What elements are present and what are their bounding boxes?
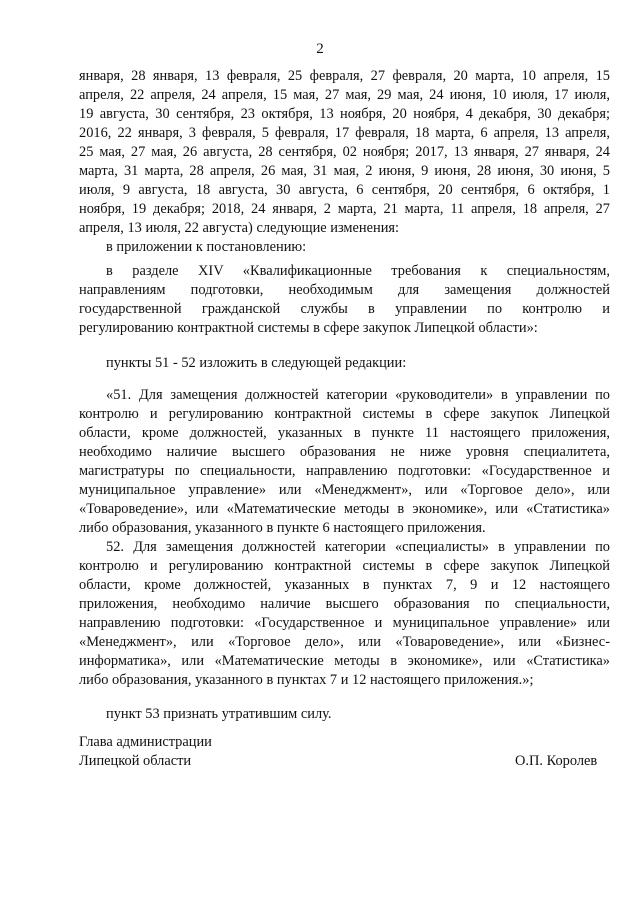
p51-line: области, кроме должностей, указанных в пункте 11 настоящего приложения, [79,425,610,441]
p52-line: направлению подготовки: «Государственное и муниципальное управление» или [79,615,610,631]
page-number: 2 [316,41,324,57]
p52-line: области, кроме должностей, указанных в пунктах 7, 9 и 12 настоящего [79,577,610,593]
intro-line: 2016, 22 января, 3 февраля, 5 февраля, 17 февраля, 18 марта, 6 апреля, 13 апреля, [79,125,610,141]
signature-name: О.П. Королев [515,753,598,769]
intro-line: 19 августа, 30 сентября, 23 октября, 13 ноября, 20 ноября, 4 декабря, 30 декабря; [79,106,610,122]
p51-line: муниципальное управление» или «Менеджмент», или «Торговое дело», или [79,482,610,498]
p52-line: либо образования, указанного в пунктах 7 и 12 настоящего приложения.»; [79,672,534,688]
section-line: в разделе XIV «Квалификационные требования к специальностям, [106,263,610,279]
intro-line: марта, 31 марта, 28 апреля, 26 мая, 31 мая, 2 июня, 9 июня, 28 июня, 30 июня, 5 [79,163,610,179]
intro-line: апреля, 22 апреля, 24 апреля, 15 мая, 27 мая, 29 мая, 24 июня, 10 июля, 17 июля, [79,87,610,103]
points-line: пункты 51 - 52 изложить в следующей редакции: [106,355,407,371]
p51-line: «Товароведение», или «Математические методы в экономике», или «Статистика» [79,501,610,517]
p52-line: «Менеджмент», или «Торговое дело», или «Товароведение», или «Бизнес- [79,634,610,650]
intro-line: ноября, 19 декабря; 2018, 24 января, 2 марта, 21 марта, 11 апреля, 18 апреля, 27 [79,201,610,217]
p51-line: либо образования, указанного в пункте 6 настоящего приложения. [79,520,486,536]
p51-line: необходимо наличие высшего образования не ниже уровня специалитета, [79,444,610,460]
p52-line: приложения, необходимо наличие высшего образования по специальности, [79,596,610,612]
intro-line: января, 28 января, 13 февраля, 25 февраля, 27 февраля, 20 марта, 10 апреля, 15 [79,68,610,84]
signature-title: Глава администрации [79,734,212,750]
p51-line: магистратуры по специальности, направлению подготовки: «Государственное и [79,463,610,479]
p52-line: 52. Для замещения должностей категории «специалисты» в управлении по [106,539,610,555]
signature-title: Липецкой области [79,753,192,769]
intro-line: апреля, 13 июля, 22 августа) следующие изменения: [79,220,400,236]
appendix-line: в приложении к постановлению: [106,239,307,255]
p51-line: контролю и регулированию контрактной системы в сфере закупок Липецкой [79,406,610,422]
section-line: регулированию контрактной системы в сфере закупок Липецкой области»: [79,320,538,336]
intro-line: 25 мая, 27 мая, 26 августа, 28 сентября, 02 ноября; 2017, 13 января, 27 января, 24 [79,144,610,160]
intro-line: июля, 9 августа, 18 августа, 30 августа, 6 сентября, 20 сентября, 6 октября, 1 [79,182,610,198]
p52-line: контролю и регулированию контрактной системы в сфере закупок Липецкой [79,558,610,574]
section-line: государственной гражданской службы в управлении по контролю и [79,301,610,317]
p51-line: «51. Для замещения должностей категории «руководители» в управлении по [106,387,610,403]
p53-line: пункт 53 признать утратившим силу. [106,706,332,722]
p52-line: информатика», или «Математические методы в экономике», или «Статистика» [79,653,610,669]
section-line: направлениям подготовки, необходимым для замещения должностей [79,282,610,298]
